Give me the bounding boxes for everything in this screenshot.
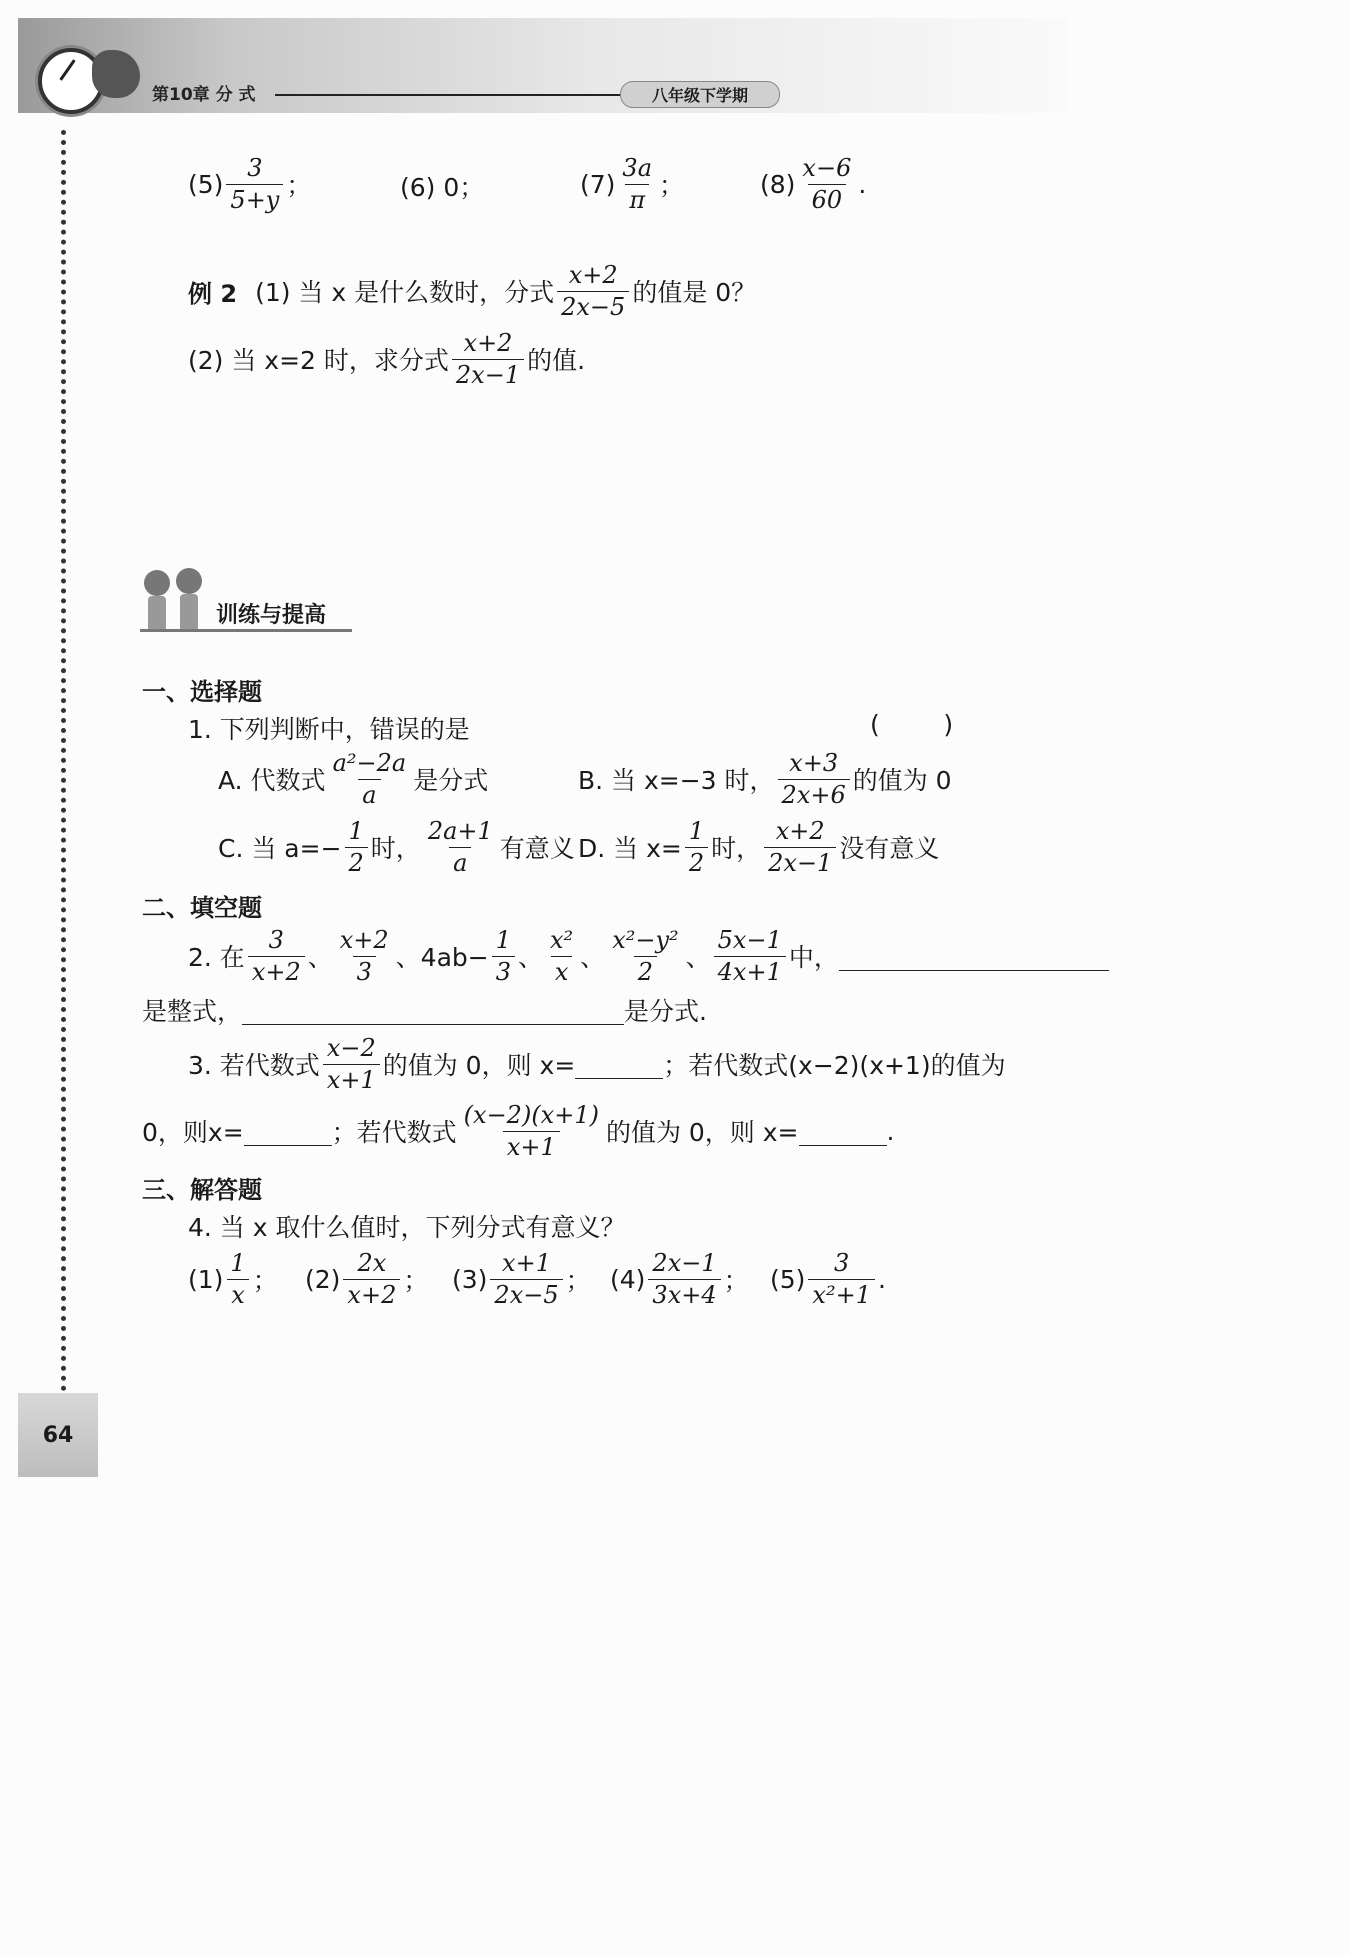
fraction <box>808 1250 875 1309</box>
section3-title: 三、解答题 <box>142 1176 262 1204</box>
option-c <box>218 818 575 877</box>
fraction <box>345 818 368 877</box>
fraction <box>226 155 283 214</box>
denominator: 2x−5 <box>557 291 629 321</box>
denominator: a <box>449 847 471 877</box>
numerator: x−2 <box>326 1034 376 1062</box>
text: 时， <box>370 834 421 864</box>
punct: . <box>858 169 867 199</box>
text: 的值. <box>527 346 586 376</box>
option-d <box>578 818 939 877</box>
section-banner-title: 训练与提高 <box>216 603 327 628</box>
text: 时， <box>711 834 762 864</box>
answer-blank[interactable] <box>799 1117 887 1146</box>
kids-illustration <box>140 568 210 634</box>
punct: . <box>877 1264 886 1294</box>
separator: 、4ab− <box>395 943 489 973</box>
denominator: x <box>227 1279 249 1309</box>
item-label: (1) <box>188 1264 224 1294</box>
fraction <box>492 927 515 986</box>
item-label: (6) 0； <box>400 173 485 202</box>
fraction <box>343 1250 400 1309</box>
separator: 、 <box>307 943 333 973</box>
denominator: 2 <box>345 847 368 877</box>
numerator: 2x <box>357 1249 387 1277</box>
fraction <box>336 927 393 986</box>
numerator: 1 <box>230 1249 246 1277</box>
punct: ； <box>565 1266 591 1296</box>
grade-badge <box>620 81 780 108</box>
fraction <box>452 330 524 389</box>
text: 0，则x= <box>142 1118 244 1148</box>
answer-blank[interactable] <box>575 1050 663 1079</box>
denominator: 2x−1 <box>764 847 836 877</box>
numerator: 1 <box>348 817 364 845</box>
denominator: 2 <box>685 847 708 877</box>
denominator: 2x−1 <box>452 359 524 389</box>
text: 的值是 0？ <box>632 278 757 308</box>
grade-label: 八年级下学期 <box>651 86 748 105</box>
numerator: 3 <box>834 1249 850 1277</box>
denominator: x+1 <box>503 1131 560 1161</box>
separator: 中， <box>788 943 839 973</box>
numerator: x+2 <box>339 926 389 954</box>
numerator: 2a+1 <box>427 817 493 845</box>
separator: 、 <box>518 943 544 973</box>
numerator: 2x−1 <box>652 1249 717 1277</box>
denominator: x²+1 <box>808 1279 875 1309</box>
text: 的值为 0 <box>852 766 952 796</box>
fraction <box>557 262 629 321</box>
q4-item-5 <box>770 1250 886 1309</box>
fraction <box>329 750 411 809</box>
kid-head-icon <box>144 570 170 596</box>
fraction <box>648 1250 720 1309</box>
separator: 、 <box>580 943 606 973</box>
numerator: x+2 <box>568 261 618 289</box>
text: 的值为 0，则 x= <box>382 1051 576 1081</box>
item-label: (4) <box>610 1264 646 1294</box>
text: D. 当 x= <box>578 834 682 864</box>
text: ；若代数式 <box>331 1118 457 1148</box>
example2-part2 <box>188 330 585 389</box>
q4-item-4 <box>610 1250 749 1309</box>
numerator: x+2 <box>775 817 825 845</box>
fraction <box>323 1035 380 1094</box>
top-item-7 <box>580 155 684 214</box>
punct: ； <box>252 1266 278 1296</box>
numerator: 3 <box>268 926 284 954</box>
text: 2. 在 <box>188 943 245 973</box>
text: 是整式， <box>142 997 243 1026</box>
top-item-5 <box>188 155 311 214</box>
margin-dotted-line <box>61 130 66 1392</box>
denominator: x+1 <box>323 1064 380 1094</box>
item-label: (5) <box>188 169 224 199</box>
fraction <box>248 927 305 986</box>
question-3 <box>188 1035 1006 1094</box>
numerator: 1 <box>688 817 705 845</box>
page-number-tab <box>18 1393 98 1477</box>
numerator: x² <box>550 926 574 954</box>
denominator: π <box>625 184 649 214</box>
numerator: 3a <box>622 154 652 182</box>
fraction <box>490 1250 562 1309</box>
kid-head-icon <box>176 568 202 594</box>
denominator: 3x+4 <box>648 1279 720 1309</box>
separator: 、 <box>685 943 711 973</box>
example2-part1 <box>188 262 756 321</box>
item-label: (5) <box>770 1264 806 1294</box>
option-b <box>578 750 952 809</box>
section1-title: 一、选择题 <box>142 678 262 706</box>
fraction <box>764 818 836 877</box>
fraction <box>798 155 855 214</box>
denominator: x+2 <box>248 956 305 986</box>
answer-bracket: ( ) <box>870 710 954 739</box>
numerator: x+3 <box>789 749 839 777</box>
denominator: 3 <box>353 956 376 986</box>
answer-blank[interactable] <box>244 1117 332 1146</box>
text: A. 代数式 <box>218 766 326 796</box>
header-rule <box>275 94 625 96</box>
numerator: 1 <box>495 926 511 954</box>
q4-item-3 <box>452 1250 591 1309</box>
section2-title: 二、填空题 <box>142 894 262 922</box>
denominator: 2x+6 <box>778 779 850 809</box>
banner-underline <box>140 629 352 632</box>
punct: ； <box>286 171 312 201</box>
item-label: (7) <box>580 169 616 199</box>
runner-icon <box>92 50 140 98</box>
denominator: 4x+1 <box>714 956 786 986</box>
fraction <box>714 927 786 986</box>
numerator: a²−2a <box>332 749 407 777</box>
question-4: 4. 当 x 取什么值时，下列分式有意义？ <box>188 1213 626 1242</box>
numerator: 5x−1 <box>717 926 782 954</box>
text: (1) 当 x 是什么数时，分式 <box>255 278 555 308</box>
answer-blank[interactable] <box>839 942 1109 971</box>
denominator: 3 <box>492 956 515 986</box>
question-2-line2 <box>142 992 707 1028</box>
denominator: x <box>551 956 573 986</box>
denominator: a <box>358 779 380 809</box>
text: ；若代数式(x−2)(x+1)的值为 <box>663 1051 1006 1081</box>
numerator: x+2 <box>463 329 513 357</box>
numerator: x+1 <box>502 1249 551 1277</box>
example-tag: 例 2 <box>188 279 238 308</box>
kid-body-icon <box>180 594 198 632</box>
denominator: 60 <box>808 184 847 214</box>
denominator: 2 <box>634 956 657 986</box>
question-3-line2 <box>142 1102 894 1161</box>
numerator: x−6 <box>802 154 852 182</box>
text: B. 当 x=−3 时， <box>578 766 775 796</box>
fraction <box>460 1102 603 1161</box>
page-number: 64 <box>42 1422 74 1448</box>
text: 的值为 0，则 x= <box>605 1118 799 1148</box>
fraction <box>546 927 577 986</box>
item-label: (3) <box>452 1264 488 1294</box>
fraction <box>226 1250 249 1309</box>
top-item-8 <box>760 155 866 214</box>
chapter-title: 第10章 分 式 <box>152 85 256 105</box>
fraction <box>778 750 850 809</box>
fraction <box>618 155 656 214</box>
question-1: 1. 下列判断中，错误的是 <box>188 715 470 744</box>
kid-body-icon <box>148 596 166 632</box>
text: 是分式. <box>624 997 707 1026</box>
answer-blank[interactable] <box>242 996 624 1025</box>
text: (2) 当 x=2 时，求分式 <box>188 346 449 376</box>
numerator: 3 <box>247 154 263 182</box>
text: 没有意义 <box>839 834 940 864</box>
text: 3. 若代数式 <box>188 1051 320 1081</box>
item-label: (8) <box>760 169 796 199</box>
fraction <box>685 818 708 877</box>
numerator: (x−2)(x+1) <box>463 1101 599 1129</box>
numerator: x²−y² <box>612 926 679 954</box>
top-item-6 <box>400 168 484 204</box>
denominator: 5+y <box>226 184 283 214</box>
text: 有意义 <box>499 834 575 864</box>
text: C. 当 a=− <box>218 834 342 864</box>
fraction <box>424 818 497 877</box>
punct: ； <box>659 171 685 201</box>
denominator: 2x−5 <box>490 1279 562 1309</box>
option-a <box>218 750 488 809</box>
q4-item-2 <box>305 1250 428 1309</box>
punct: ； <box>403 1266 429 1296</box>
text: 是分式 <box>413 766 489 796</box>
item-label: (2) <box>305 1264 341 1294</box>
text: . <box>886 1116 895 1146</box>
question-2 <box>188 927 1109 986</box>
fraction <box>608 927 682 986</box>
denominator: x+2 <box>343 1279 400 1309</box>
punct: ； <box>723 1266 749 1296</box>
q4-item-1 <box>188 1250 278 1309</box>
